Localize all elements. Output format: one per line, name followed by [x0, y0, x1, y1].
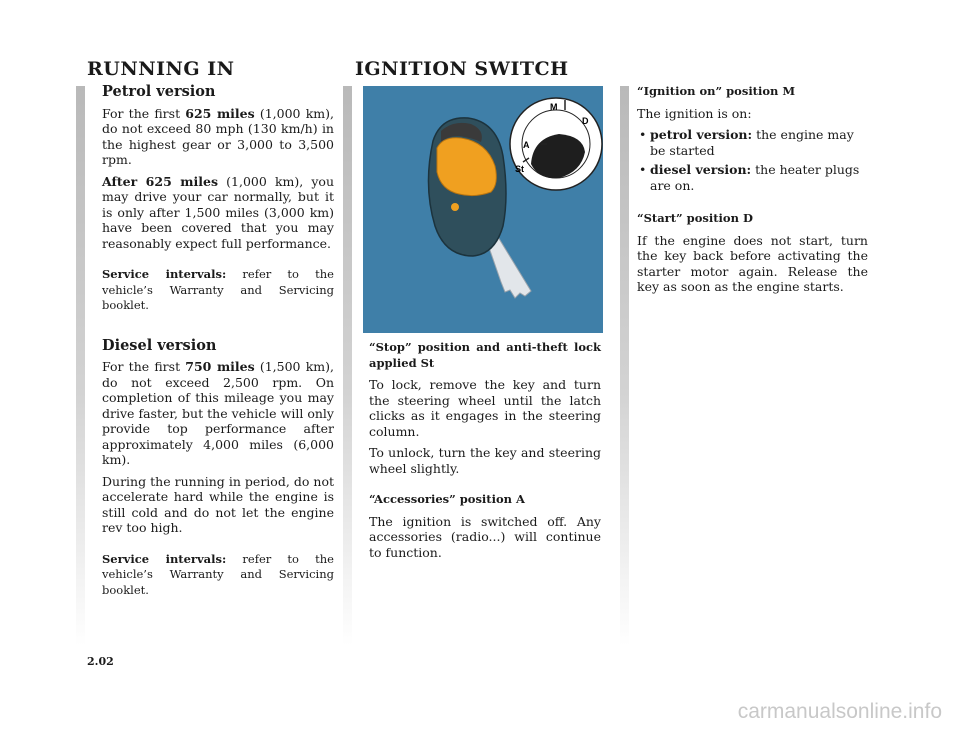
middle-margin-bar [343, 86, 352, 646]
ignition-on-intro: The ignition is on: [637, 105, 752, 121]
right-margin-bar [620, 86, 629, 646]
diesel-service-intervals: Service intervals: refer to the vehicle’s Warranty and Servicing booklet. [102, 551, 334, 597]
position-a-label: A [523, 140, 530, 150]
position-m-label: M [550, 102, 558, 112]
diesel-paragraph-2: During the running in period, do not accelerate hard while the engine is still cold and do not let the engine rev too high. [102, 473, 334, 535]
position-d-label: D [582, 116, 589, 126]
petrol-paragraph-1: For the first 625 miles (1,000 km), do not exceed 80 mph (130 km/h) in the highest gear or 3,000 to 3,500 rpm. [102, 105, 334, 167]
running-in-column [102, 84, 334, 604]
ignition-on-list [637, 127, 868, 193]
left-margin-bar [76, 86, 85, 646]
ignition-switch-heading: IGNITION SWITCH [355, 58, 569, 80]
ignition-middle-column [369, 340, 601, 566]
petrol-paragraph-2: After 625 miles (1,000 km), you may drive your car normally, but it is only after 1,500 miles (3,000 km) have been covered that you may reasonably expect full performance. [102, 173, 335, 251]
ignition-lock-dial [510, 98, 602, 190]
running-in-heading: RUNNING IN [87, 58, 235, 80]
stop-position-label: “Stop” position and anti-theft lock applied St [369, 340, 601, 370]
diesel-version-title: Diesel version [102, 336, 217, 354]
accessories-paragraph: The ignition is switched off. Any accessories (radio...) will continue to function. [369, 513, 601, 560]
list-item: • petrol version: the engine may be started [637, 127, 868, 158]
stop-paragraph-2: To unlock, turn the key and steering wheel slightly. [369, 445, 601, 476]
list-item: • diesel version: the heater plugs are on. [637, 162, 868, 193]
ignition-on-label: “Ignition on” position M [637, 84, 796, 98]
petrol-version-title: Petrol version [102, 83, 216, 100]
diesel-paragraph-1: For the first 750 miles (1,500 km), do not exceed 2,500 rpm. On completion of this mileage you may drive faster, but the vehicle will only provide top performance after approximately 4,000 miles (6,000 km). [102, 359, 334, 467]
position-st-label: St [515, 164, 524, 174]
page-number: 2.02 [87, 655, 114, 668]
start-paragraph: If the engine does not start, turn the key back before activating the starter motor again. Release the key as soon as the engine starts. [637, 232, 868, 294]
watermark-text: carmanualsonline.info [737, 700, 942, 723]
stop-paragraph-1: To lock, remove the key and turn the steering wheel until the latch clicks as it engages in the steering column. [369, 377, 601, 439]
accessories-position-label: “Accessories” position A [369, 492, 525, 506]
start-position-label: “Start” position D [637, 211, 753, 225]
ignition-right-column [637, 84, 868, 301]
key-and-ignition-illustration [363, 86, 603, 333]
key-head [428, 118, 506, 256]
petrol-service-intervals: Service intervals: refer to the vehicle’s Warranty and Servicing booklet. [102, 267, 334, 312]
